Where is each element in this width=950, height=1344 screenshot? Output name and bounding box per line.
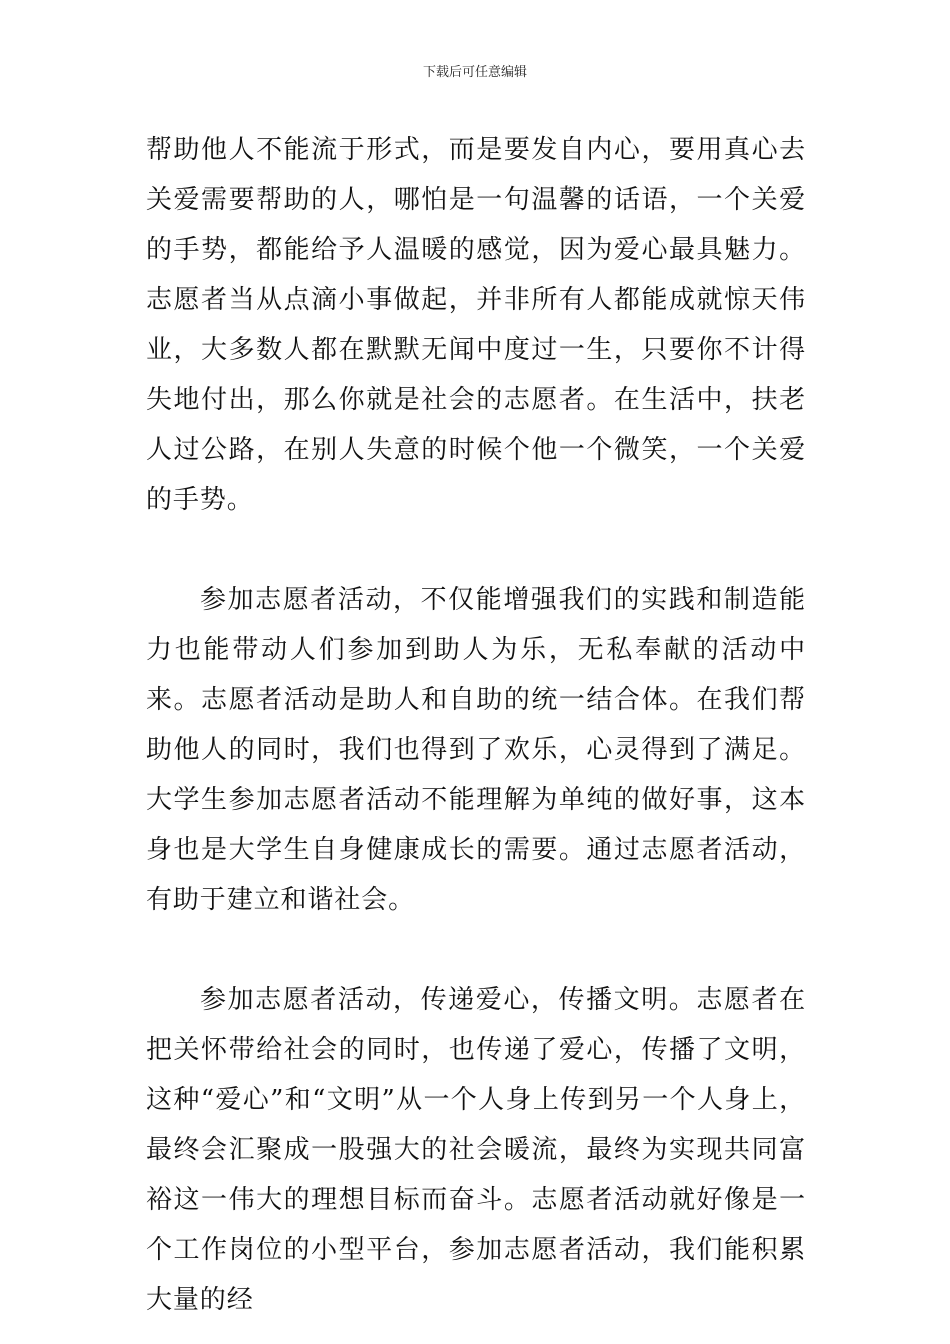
page-header: 下载后可任意编辑	[422, 65, 527, 80]
paragraph-volunteer-benefits: 参加志愿者活动，不仅能增强我们的实践和制造能力也能带动人们参加到助人为乐，无私奉献的活动中来。志愿者活动是助人和自助的统一结合体。在我们帮助他人的同时，我们也得到了欢乐，心灵得到了满足。大学生参加志愿者活动不能理解为单纯的做好事，这本身也是大学生自身健康成长的需要。通过志愿者活动，有助于建立和谐社会。	[146, 585, 806, 915]
paragraph-spreading-love: 参加志愿者活动，传递爱心，传播文明。志愿者在把关怀带给社会的同时，也传递了爱心，传播了文明，这种“爱心”和“文明”从一个人身上传到另一个人身上，最终会汇聚成一股强大的社会暖流，最终为实现共同富裕这一伟大的理想目标而奋斗。志愿者活动就好像是一个工作岗位的小型平台，参加志愿者活动，我们能积累大量的经	[146, 985, 806, 1315]
paragraph-continued: 帮助他人不能流于形式，而是要发自内心，要用真心去关爱需要帮助的人，哪怕是一句温馨的话语，一个关爱的手势，都能给予人温暖的感觉，因为爱心最具魅力。志愿者当从点滴小事做起，并非所有人都能成就惊天伟业，大多数人都在默默无闻中度过一生，只要你不计得失地付出，那么你就是社会的志愿者。在生活中，扶老人过公路，在别人失意的时候个他一个微笑，一个关爱的手势。	[146, 135, 806, 515]
document-body	[146, 125, 806, 1325]
